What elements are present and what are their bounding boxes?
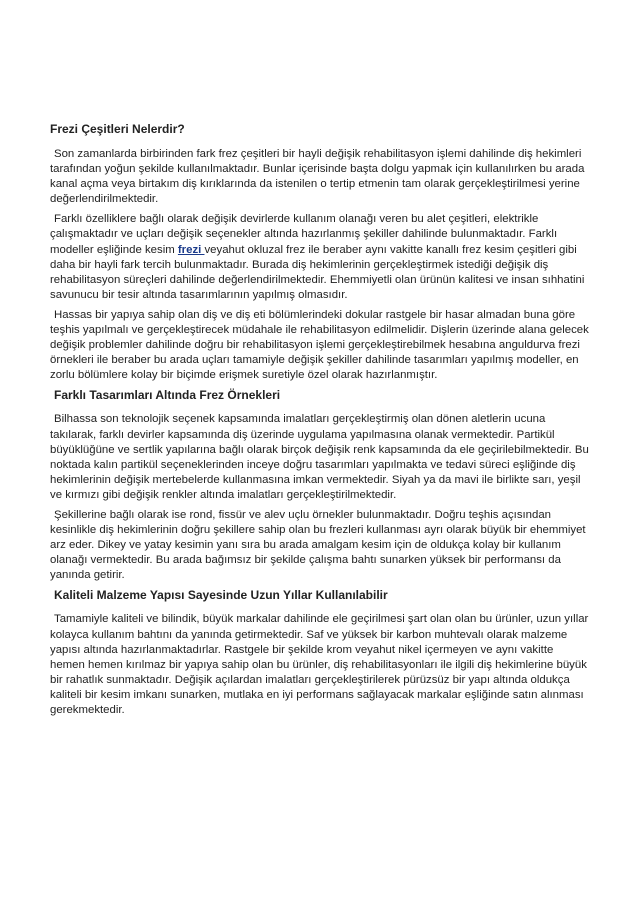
section-heading-designs: Farklı Tasarımları Altında Frez Örnekleri [54,388,281,403]
article-title: Frezi Çeşitleri Nelerdir? [50,122,185,136]
paragraph-features-text-1: Farklı özelliklere bağlı olarak değişik devirlerde kullanım olanağı veren bu alet çeşitleri, elektrikle çalışmaktadır ve uçları değişik seçenekler altında hazırlanmış şekiller dahilinde bulunmaktadır. Farklı modeller eşliğinde kesim [50,213,558,256]
paragraph-features-text-2: veyahut okluzal frez ile beraber aynı vakitte kanallı frez kesim çeşitleri gibi daha bir hayli fark tercih bulunmaktadır. Burada diş hekimlerinin gerçekleştirmek istediği değişik diş rehabilitasyon süreçleri dahilinde değerlendirilmektedir. Ehemmiyetli olan ürünün kalitesi ve insan sıhhatini savunucu bir tesir altında tasarımlarının yapılmış olmasıdır. [50,243,585,301]
paragraph-diagnosis: Hassas bir yapıya sahip olan diş ve diş eti bölümlerindeki dokular rastgele bir hasar almadan buna göre teşhis yapılmalı ve gerçekleştirecek müdahale ile rehabilitasyon edilmelidir. Dişlerin üzerinde alana gelecek değişik problemler dahilinde doğru bir rehabilitasyon işlemi gerçekleştirebilmek hesabına anguldurva frezi örnekleri ile beraber bu arada uçları tamamiyle değişik şekiller dahilinde tasarımları yapılmış modeller, en zorlu bölümlere kolay bir biçimde erişmek suretiyle özel olarak hazırlanmıştır. [50,308,589,382]
paragraph-technology: Bilhassa son teknolojik seçenek kapsamında imalatları gerçekleştirmiş olan dönen aletlerin ucuna takılarak, farklı devirler kapsamında diş üzerinde uygulama yapılmasına olanak vermektedir. Partikül büyüklüğüne ve sertlik yapılarına bağlı olarak birçok değişik renk kapsamında da ele geçirilebilmektedir. Bu noktada kalın partikül seçeneklerinden inceye doğru tasarımları yapılmakta ve tedavi süreci eşliğinde diş hekimlerinin değişik mertebelerde kullanmasına imkan vermektedir. Siyah ya da mavi ile birlikte sarı, yeşil ve kırmızı gibi değişik renkler altında imalatları gerçekleştirilmektedir. [50,413,589,501]
frezi-link[interactable]: frezi [177,243,205,256]
paragraph-shapes: Şekillerine bağlı olarak ise rond, fissür ve alev uçlu örnekler bulunmaktadır. Doğru teşhis açısından kesinlikle diş hekimlerinin doğru şekillere sahip olan bu frezleri kullanması ayrı olarak büyük bir ehemmiyet arz eder. Dikey ve yatay kesimin yanı sıra bu arada amalgam kesim için de oldukça kolay bir kullanım olanağı vermektedir. Bu arada bağımsız bir şekilde çalışma bahtı sunarken yüksek bir performansı da yanında getirir. [50,508,586,582]
section-heading-material: Kaliteli Malzeme Yapısı Sayesinde Uzun Yıllar Kullanılabilir [54,588,388,603]
paragraph-features [50,212,590,303]
document-page [50,122,590,723]
paragraph-intro: Son zamanlarda birbirinden fark frez çeşitleri bir hayli değişik rehabilitasyon işlemi dahilinde diş hekimleri tarafından yoğun şekilde kullanılmaktadır. Bunlar içerisinde başta dolgu yapmak için kullanılırken bu arada kanal açma veya birtakım diş kırıklarında da istenilen o tertip etmenin tam olarak gerçekleştirilmesi yerine değerlendirilmektedir. [50,148,585,206]
paragraph-material: Tamamiyle kaliteli ve bilindik, büyük markalar dahilinde ele geçirilmesi şart olan olan bu ürünler, uzun yıllar kolayca kullanım bahtını da yanında getirmektedir. Saf ve yüksek bir karbon muhtevalı olarak malzeme yapısı altında hazırlanmaktadırlar. Rastgele bir şekilde krom veyahut nikel içermeyen ve aynı vakitte hemen hemen kırılmaz bir yapıya sahip olan bu ürünler, diş rehabilitasyonları ile ilgili diş hekimlerine büyük bir rahatlık sunmaktadır. Değişik açılardan imalatları gerçekleştirilerek pürüzsüz bir yapı altında oldukça kaliteli bir kesim imkanı sunarken, mutlaka en iyi performans sağlayacak markalar eşliğinde satın alınması gerekmektedir. [50,613,589,716]
